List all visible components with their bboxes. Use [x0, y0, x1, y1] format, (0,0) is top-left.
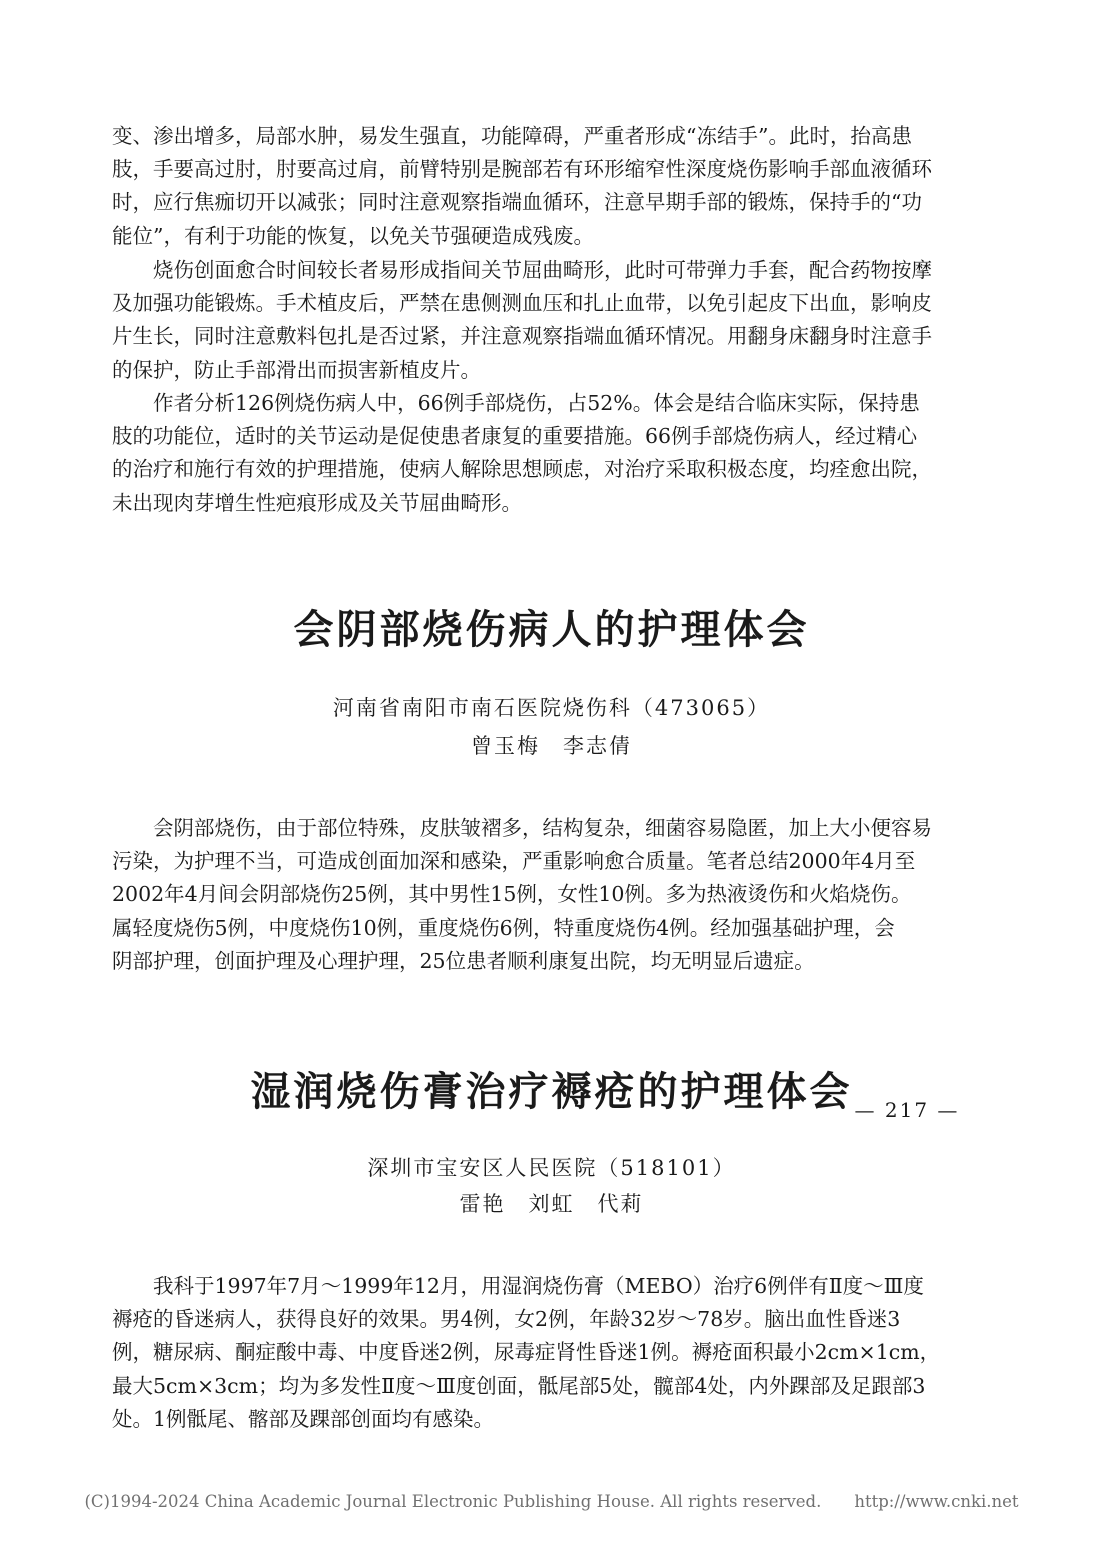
text-line: 属轻度烧伤5例，中度烧伤10例，重度烧伤6例，特重度烧伤4例。经加强基础护理，会: [112, 915, 895, 940]
text-line: 烧伤创面愈合时间较长者易形成指间关节屈曲畸形，此时可带弹力手套，配合药物按摩: [112, 258, 932, 282]
article-1-title: 会阴部烧伤病人的护理体会: [293, 607, 810, 653]
text-line: 未出现肉芽增生性疤痕形成及关节屈曲畸形。: [112, 490, 522, 515]
text-line: 肢的功能位，适时的关节运动是促使患者康复的重要措施。66例手部烧伤病人，经过精心: [112, 424, 918, 449]
text-line: 能位”，有利于功能的恢复，以免关节强硬造成残废。: [112, 223, 594, 248]
article-1-affiliation: 河南省南阳市南石医院烧伤科（473065）: [332, 696, 771, 720]
text-line: 最大5cm×3cm；均为多发性Ⅱ度～Ⅲ度创面，骶尾部5处，髋部4处，内外踝部及足跟部3: [112, 1373, 926, 1398]
text-line: 2002年4月间会阴部烧伤25例，其中男性15例，女性10例。多为热液烫伤和火焰烧伤。: [112, 882, 912, 907]
text-line: 时，应行焦痂切开以减张；同时注意观察指端血循环，注意早期手部的锻炼，保持手的“功: [112, 190, 922, 215]
text-line: 变、渗出增多，局部水肿，易发生强直，功能障碍，严重者形成“冻结手”。此时，抬高患: [112, 124, 912, 148]
article-2-authors: 雷艳 刘虹 代莉: [459, 1192, 644, 1216]
text-line: 会阴部烧伤，由于部位特殊，皮肤皱褶多，结构复杂，细菌容易隐匿，加上大小便容易: [112, 816, 932, 840]
text-line: 的保护，防止手部滑出而损害新植皮片。: [112, 357, 481, 382]
intro-paragraph-1: [112, 120, 992, 253]
article-1-authors: 曾玉梅 李志倩: [471, 734, 632, 758]
text-line: 处。1例骶尾、髂部及踝部创面均有感染。: [112, 1406, 495, 1431]
text-line: 肢，手要高过肘，肘要高过肩，前臂特别是腕部若有环形缩窄性深度烧伤影响手部血液循环: [112, 157, 932, 182]
copyright-footer: (C)1994-2024 China Academic Journal Electronic Publishing House. All rights reserved. http://www.cnki.net: [84, 1492, 1019, 1511]
page-number: — 217 —: [854, 1098, 960, 1122]
article-2-title: 湿润烧伤膏治疗褥疮的护理体会: [250, 1069, 853, 1115]
article-2-body: [112, 1270, 992, 1436]
text-line: 我科于1997年7月～1999年12月，用湿润烧伤膏（MEBO）治疗6例伴有Ⅱ度～Ⅲ度: [112, 1274, 924, 1298]
text-line: 阴部护理，创面护理及心理护理，25位患者顺利康复出院，均无明显后遗症。: [112, 948, 815, 973]
article-1-body: [112, 812, 992, 978]
intro-paragraph-3: [112, 387, 992, 520]
text-line: 例，糖尿病、酮症酸中毒、中度昏迷2例，尿毒症肾性昏迷1例。褥疮面积最小2cm×1cm，: [112, 1340, 941, 1365]
text-line: 作者分析126例烧伤病人中，66例手部烧伤，占52%。体会是结合临床实际，保持患: [112, 391, 920, 415]
text-line: 褥疮的昏迷病人，获得良好的效果。男4例，女2例，年龄32岁～78岁。脑出血性昏迷3: [112, 1307, 901, 1332]
article-2-affiliation: 深圳市宝安区人民医院（518101）: [367, 1156, 736, 1180]
text-line: 的治疗和施行有效的护理措施，使病人解除思想顾虑，对治疗采取积极态度，均痊愈出院，: [112, 457, 932, 482]
text-line: 片生长，同时注意敷料包扎是否过紧，并注意观察指端血循环情况。用翻身床翻身时注意手: [112, 324, 932, 349]
text-line: 及加强功能锻炼。手术植皮后，严禁在患侧测血压和扎止血带，以免引起皮下出血，影响皮: [112, 291, 932, 316]
intro-paragraph-2: [112, 254, 992, 387]
text-line: 污染，为护理不当，可造成创面加深和感染，严重影响愈合质量。笔者总结2000年4月至: [112, 849, 916, 874]
